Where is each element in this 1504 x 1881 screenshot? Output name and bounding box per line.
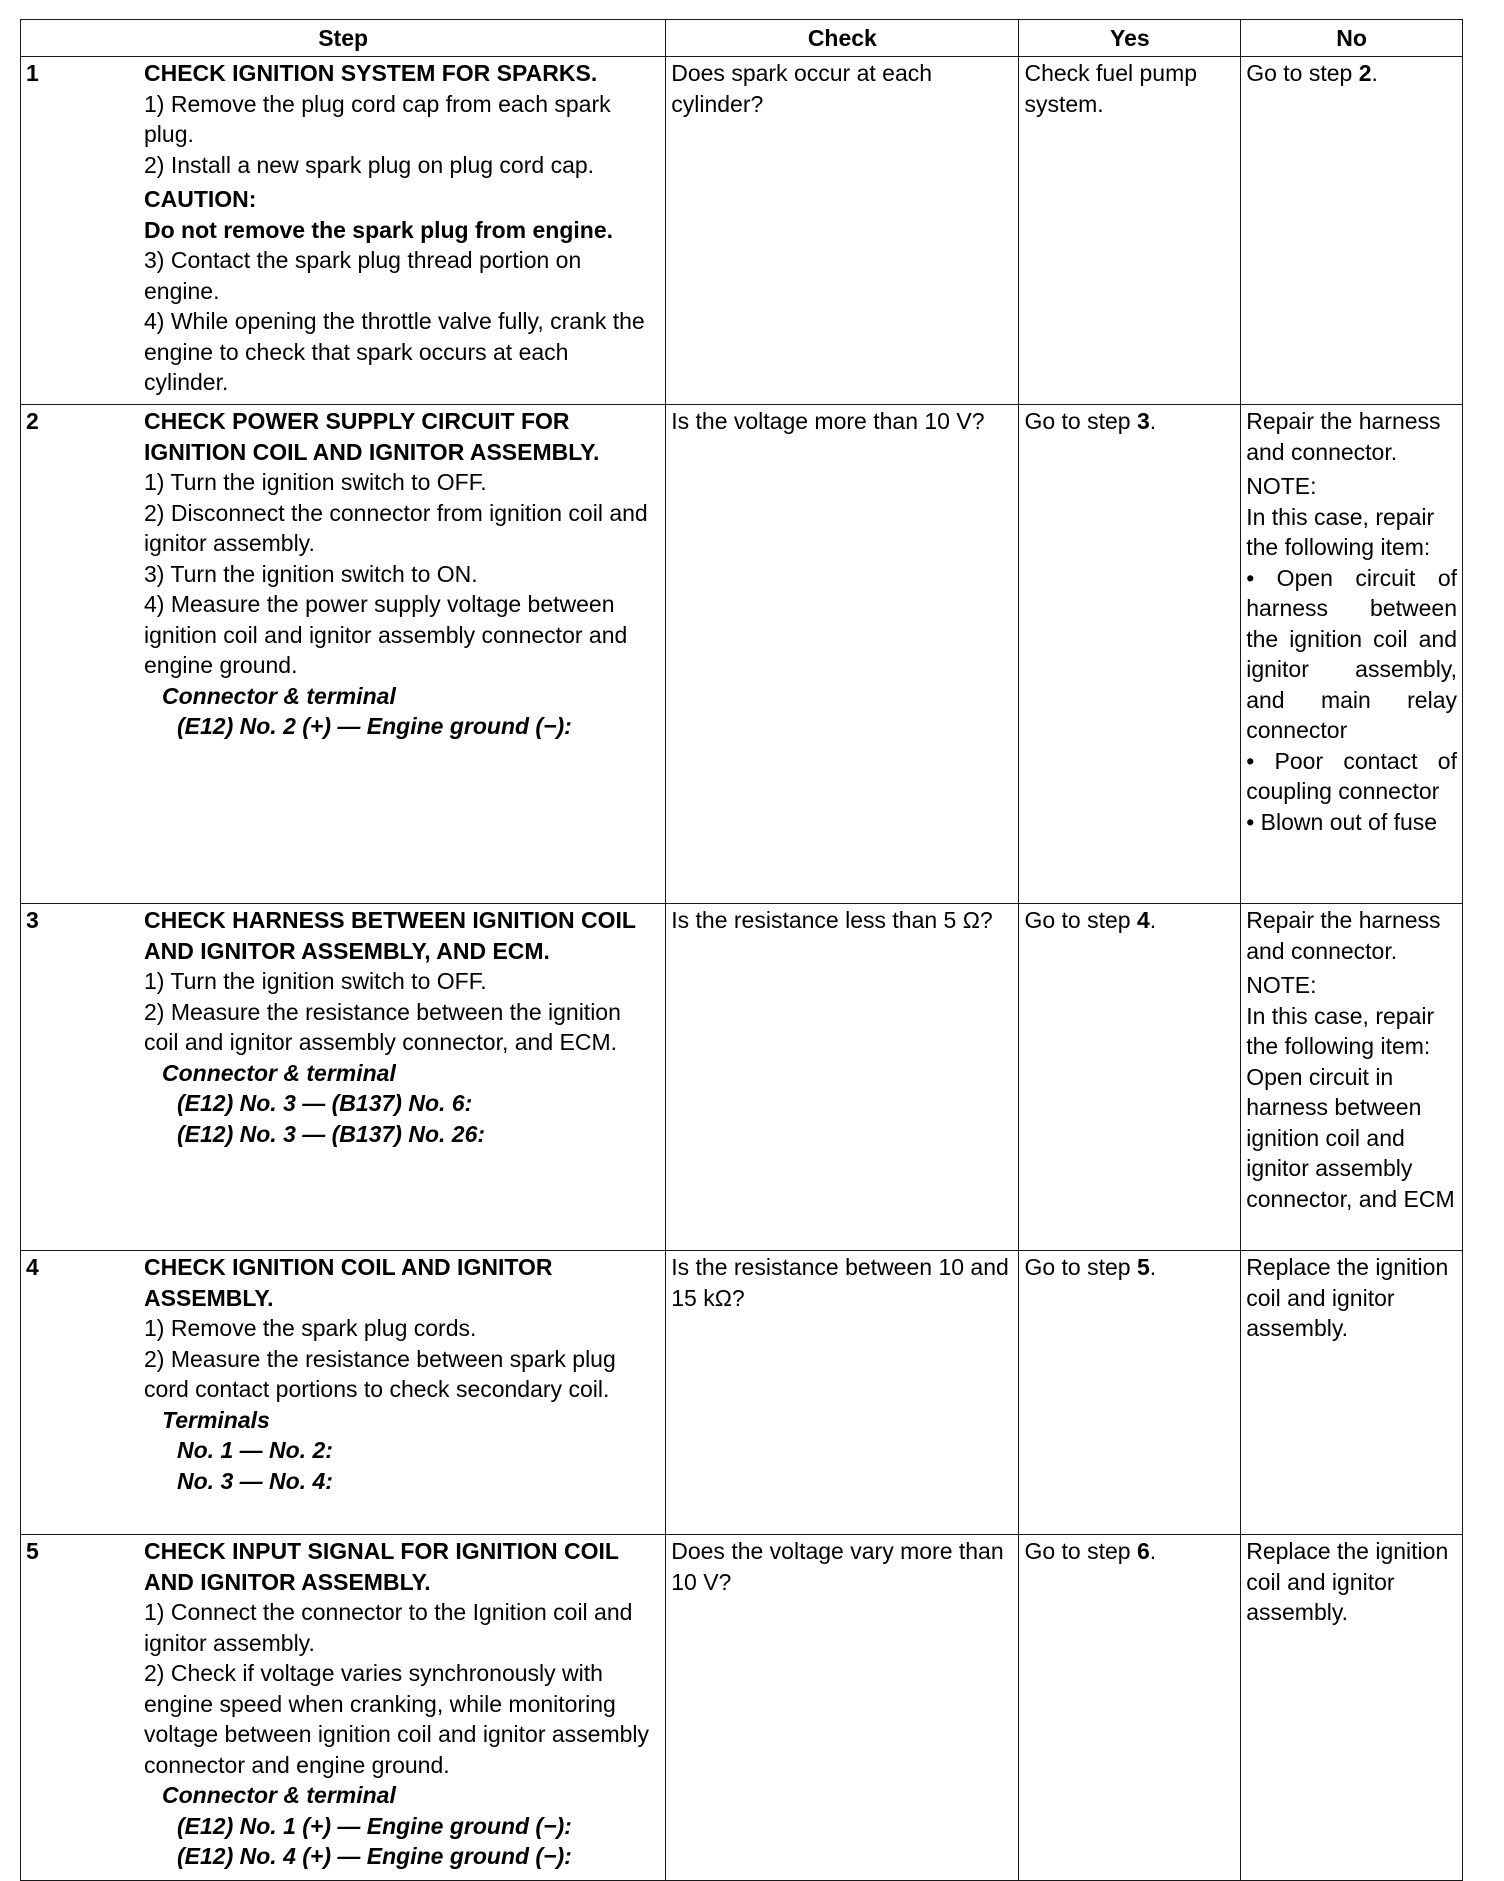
table-row-step-4 (21, 1251, 1463, 1535)
table-row-step-3 (21, 904, 1463, 1251)
diagnostic-procedure-table (20, 19, 1463, 1881)
instruction-item: 2) Measure the resistance between the ignition coil and ignitor assembly connector, and ECM. (144, 998, 621, 1055)
check-cell: Is the resistance less than 5 Ω? (666, 904, 1019, 1251)
header-check: Check (666, 20, 1019, 57)
instruction-item: 1) Remove the plug cord cap from each spark plug. (144, 90, 611, 147)
instruction-item: 3) Turn the ignition switch to ON. (144, 560, 478, 587)
yes-cell (1019, 904, 1241, 1251)
instruction-item: 1) Remove the spark plug cords. (144, 1315, 477, 1341)
step-number: 4 (26, 1254, 39, 1280)
goto-prefix: Go to step (1024, 408, 1137, 434)
yes-cell (1019, 1251, 1241, 1535)
instruction-item: 4) While opening the throttle valve fully, crank the engine to check that spark occurs at each cylinder. (144, 308, 645, 395)
table-row-step-5 (21, 1535, 1463, 1881)
instruction-item: 1) Turn the ignition switch to OFF. (144, 968, 487, 994)
instruction-item: 3) Contact the spark plug thread portion on engine. (144, 247, 582, 304)
goto-prefix: Go to step (1246, 60, 1359, 86)
step-title: CHECK HARNESS BETWEEN IGNITION COIL AND IGNITOR ASSEMBLY, AND ECM. (144, 907, 636, 964)
no-cell (1241, 1251, 1463, 1535)
note-detail: Open circuit in harness between ignition coil and ignitor assembly connector, and ECM (1246, 1063, 1455, 1212)
yes-cell (1019, 1535, 1241, 1881)
header-yes: Yes (1019, 20, 1241, 57)
spec-line: No. 3 — No. 4: (177, 1467, 333, 1494)
step-number: 3 (26, 907, 39, 933)
goto-prefix: Go to step (1024, 1254, 1137, 1280)
instruction-item: 2) Disconnect the connector from ignition coil and ignitor assembly. (144, 499, 648, 556)
note-text: In this case, repair the following item: (1246, 503, 1435, 560)
no-action: Repair the harness and connector. (1246, 907, 1441, 964)
goto-suffix: . (1149, 1254, 1157, 1280)
spec-line: (E12) No. 1 (+) — Engine ground (−): (177, 1812, 572, 1839)
goto-step-number: 6 (1136, 1538, 1150, 1564)
note-bullet: • Open circuit of harness between the ignition coil and ignitor assembly, and main relay connector (1246, 564, 1457, 743)
no-cell (1241, 904, 1463, 1251)
spec-label: Connector & terminal (162, 1782, 396, 1808)
spec-line: No. 1 — No. 2: (177, 1437, 333, 1463)
instruction-item: 2) Install a new spark plug on plug cord cap. (144, 151, 595, 178)
note-label: NOTE: (1246, 972, 1317, 998)
spec-line: (E12) No. 4 (+) — Engine ground (−): (177, 1843, 572, 1869)
step-instructions (144, 57, 665, 402)
step-title: CHECK INPUT SIGNAL FOR IGNITION COIL AND IGNITOR ASSEMBLY. (144, 1538, 619, 1595)
goto-suffix: . (1149, 907, 1157, 933)
check-cell: Is the voltage more than 10 V? (666, 405, 1019, 904)
step-cell (21, 405, 666, 904)
step-instructions (144, 1535, 665, 1876)
spec-label: Connector & terminal (162, 1059, 396, 1086)
step-instructions (144, 1251, 665, 1500)
instruction-item: 1) Connect the connector to the Ignition coil and ignitor assembly. (144, 1599, 633, 1656)
step-cell (21, 57, 666, 405)
step-cell (21, 904, 666, 1251)
instruction-item: 1) Turn the ignition switch to OFF. (144, 469, 487, 495)
goto-step-number: 2 (1358, 60, 1372, 86)
no-cell (1241, 57, 1463, 405)
step-title: CHECK POWER SUPPLY CIRCUIT FOR IGNITION COIL AND IGNITOR ASSEMBLY. (144, 408, 600, 465)
step-cell (21, 1251, 666, 1535)
check-cell: Is the resistance between 10 and 15 kΩ? (666, 1251, 1019, 1535)
step-title: CHECK IGNITION SYSTEM FOR SPARKS. (144, 60, 598, 86)
note-text: In this case, repair the following item: (1246, 1002, 1435, 1059)
spec-label: Terminals (162, 1406, 270, 1433)
spec-label: Connector & terminal (162, 682, 396, 709)
step-cell (21, 1535, 666, 1881)
instruction-item: 2) Measure the resistance between spark plug cord contact portions to check secondary coil. (144, 1345, 616, 1402)
note-bullet: • Blown out of fuse (1246, 808, 1438, 835)
spec-line: (E12) No. 3 — (B137) No. 6: (177, 1090, 473, 1116)
instruction-item: 4) Measure the power supply voltage between ignition coil and ignitor assembly connector and engine ground. (144, 591, 628, 678)
caution-label: CAUTION: (144, 186, 257, 212)
instruction-item: 2) Check if voltage varies synchronously with engine speed when cranking, while monitoring voltage between ignition coil and ignitor assembly connector and engine ground. (144, 1660, 650, 1778)
step-title: CHECK IGNITION COIL AND IGNITOR ASSEMBLY. (144, 1254, 553, 1311)
table-row-step-2 (21, 405, 1463, 904)
table-row-step-1 (21, 57, 1463, 405)
goto-suffix: . (1149, 408, 1157, 434)
step-instructions (144, 405, 665, 746)
table-header (21, 20, 1463, 57)
check-cell: Does spark occur at each cylinder? (666, 57, 1019, 405)
goto-suffix: . (1371, 60, 1378, 86)
step-number: 1 (26, 60, 39, 86)
note-label: NOTE: (1246, 473, 1317, 499)
header-step: Step (21, 20, 666, 57)
no-cell (1241, 405, 1463, 904)
goto-step-number: 4 (1136, 907, 1150, 933)
yes-cell: Check fuel pump system. (1019, 57, 1241, 405)
no-action: Repair the harness and connector. (1246, 408, 1441, 465)
step-number: 5 (26, 1538, 39, 1564)
caution-text: Do not remove the spark plug from engine. (144, 216, 614, 243)
no-action: Replace the ignition coil and ignitor assembly. (1246, 1254, 1449, 1341)
goto-step-number: 5 (1136, 1254, 1150, 1280)
note-bullet: • Poor contact of coupling connector (1246, 747, 1457, 804)
check-cell: Does the voltage vary more than 10 V? (666, 1535, 1019, 1881)
step-number: 2 (26, 408, 39, 434)
spec-line: (E12) No. 2 (+) — Engine ground (−): (177, 713, 572, 739)
no-cell (1241, 1535, 1463, 1881)
no-action: Replace the ignition coil and ignitor assembly. (1246, 1538, 1449, 1625)
goto-prefix: Go to step (1024, 907, 1137, 933)
goto-step-number: 3 (1136, 408, 1150, 434)
header-row (21, 20, 1463, 57)
yes-cell (1019, 405, 1241, 904)
step-instructions (144, 904, 665, 1153)
goto-suffix: . (1149, 1538, 1157, 1564)
goto-prefix: Go to step (1024, 1538, 1137, 1564)
spec-line: (E12) No. 3 — (B137) No. 26: (177, 1120, 486, 1147)
header-no: No (1241, 20, 1463, 57)
